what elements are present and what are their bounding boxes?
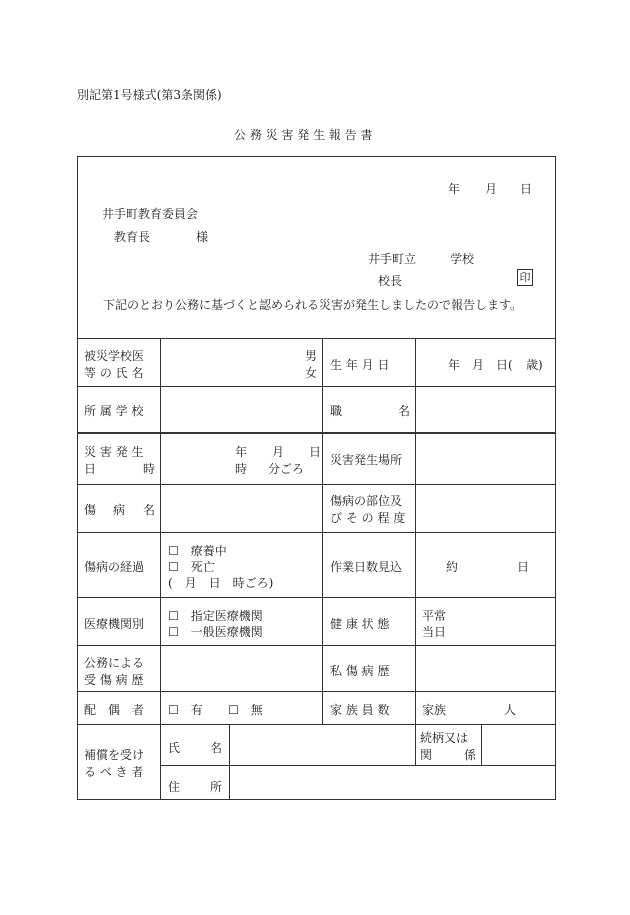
place-label: 災害発生場所 <box>330 453 403 467</box>
medical-option-general: ☐ 一般医療機関 <box>168 625 263 639</box>
date-year-label: 年 <box>448 182 461 196</box>
divider <box>77 532 556 533</box>
name-label-line1: 被災学校医 <box>84 349 145 363</box>
divider <box>77 724 556 725</box>
prior-injury-label-line1: 公務による <box>84 656 145 670</box>
column-rule <box>229 724 230 800</box>
course-label: 傷病の経過 <box>84 560 145 574</box>
compensation-label-line2: る べ き 者 <box>84 765 144 779</box>
course-option-treatment: ☐ 療養中 <box>168 544 227 558</box>
job-label-b: 名 <box>398 404 411 418</box>
course-death-time: ( 月 日 時ごろ) <box>168 576 274 590</box>
spouse-yes-option: ☐ 有 <box>168 703 203 717</box>
relation-label-b: 係 <box>464 748 477 762</box>
occurrence-day: 日 <box>309 445 322 459</box>
divider <box>77 645 556 646</box>
honorific: 様 <box>196 230 209 244</box>
column-rule <box>415 724 416 765</box>
compensation-label-line1: 補償を受け <box>84 748 145 762</box>
medical-option-designated: ☐ 指定医療機関 <box>168 609 263 623</box>
divider <box>77 338 556 339</box>
divider <box>77 484 556 485</box>
injury-part-label-line1: 傷病の部位及 <box>330 494 403 508</box>
dob-label: 生 年 月 日 <box>330 358 390 372</box>
occurrence-month: 月 <box>272 445 285 459</box>
workdays-unit: 日 <box>517 560 530 574</box>
occurrence-label-time: 時 <box>143 462 156 476</box>
occurrence-label-line1: 災 害 発 生 <box>84 445 144 459</box>
column-rule <box>415 338 416 725</box>
divider <box>77 432 556 434</box>
report-form <box>77 156 556 800</box>
spouse-label: 配 偶 者 <box>84 703 145 717</box>
date-month-label: 月 <box>485 182 498 196</box>
workdays-approx: 約 <box>446 560 459 574</box>
divider <box>77 691 556 692</box>
gender-female: 女 <box>305 366 318 380</box>
dob-month: 月 <box>472 358 485 372</box>
job-label-a: 職 <box>330 404 343 418</box>
seal-stamp-box: 印 <box>517 269 533 286</box>
relation-label-line1: 続柄又は <box>420 731 469 745</box>
school-label: 所 属 学 校 <box>84 404 144 418</box>
family-unit: 人 <box>504 703 517 717</box>
addressee-org: 井手町教育委員会 <box>102 207 199 221</box>
family-count-label: 家 族 員 数 <box>330 703 390 717</box>
injury-label-c: 名 <box>143 503 156 517</box>
occurrence-hour: 時 <box>235 462 248 476</box>
column-rule <box>160 338 161 800</box>
name-label-line2: 等 の 氏 名 <box>84 366 144 380</box>
divider <box>160 765 556 766</box>
dob-year: 年 <box>448 358 461 372</box>
column-rule <box>322 338 323 725</box>
recipient-name-label-b: 名 <box>210 741 223 755</box>
date-day-label: 日 <box>520 182 533 196</box>
injury-label-a: 傷 <box>84 503 97 517</box>
workdays-label: 作業日数見込 <box>330 560 403 574</box>
relation-label-a: 関 <box>420 748 433 762</box>
divider <box>77 597 556 598</box>
addressee-title: 教育長 <box>114 230 151 244</box>
form-label: 別記第1号様式(第3条関係) <box>77 88 222 102</box>
family-prefix: 家族 <box>422 703 447 717</box>
school-prefix: 井手町立 <box>368 252 417 266</box>
column-rule <box>481 724 482 765</box>
page-title: 公 務 災 害 発 生 報 告 書 <box>234 128 373 142</box>
medical-label: 医療機関別 <box>84 617 145 631</box>
statement-text: 下記のとおり公務に基づくと認められる災害が発生しましたので報告します。 <box>103 298 523 312</box>
health-that-day: 当日 <box>422 625 447 639</box>
recipient-name-label-a: 氏 <box>168 741 181 755</box>
health-label: 健 康 状 態 <box>330 617 390 631</box>
private-injury-label: 私 傷 病 歴 <box>330 664 390 678</box>
principal-label: 校長 <box>378 274 403 288</box>
health-normal: 平常 <box>422 609 447 623</box>
occurrence-label-day: 日 <box>84 462 97 476</box>
recipient-address-label-b: 所 <box>210 780 223 794</box>
spouse-no-option: ☐ 無 <box>228 703 263 717</box>
dob-day: 日( <box>496 358 513 372</box>
school-suffix: 学校 <box>450 252 475 266</box>
divider <box>77 386 556 387</box>
injury-part-label-line2: び そ の 程 度 <box>330 511 406 525</box>
dob-age: 歳) <box>526 358 543 372</box>
gender-male: 男 <box>305 349 318 363</box>
injury-label-b: 病 <box>113 503 126 517</box>
occurrence-year: 年 <box>235 445 248 459</box>
course-option-death: ☐ 死亡 <box>168 560 215 574</box>
prior-injury-label-line2: 受 傷 病 歴 <box>84 673 144 687</box>
recipient-address-label-a: 住 <box>168 780 181 794</box>
occurrence-minute: 分ごろ <box>268 462 305 476</box>
